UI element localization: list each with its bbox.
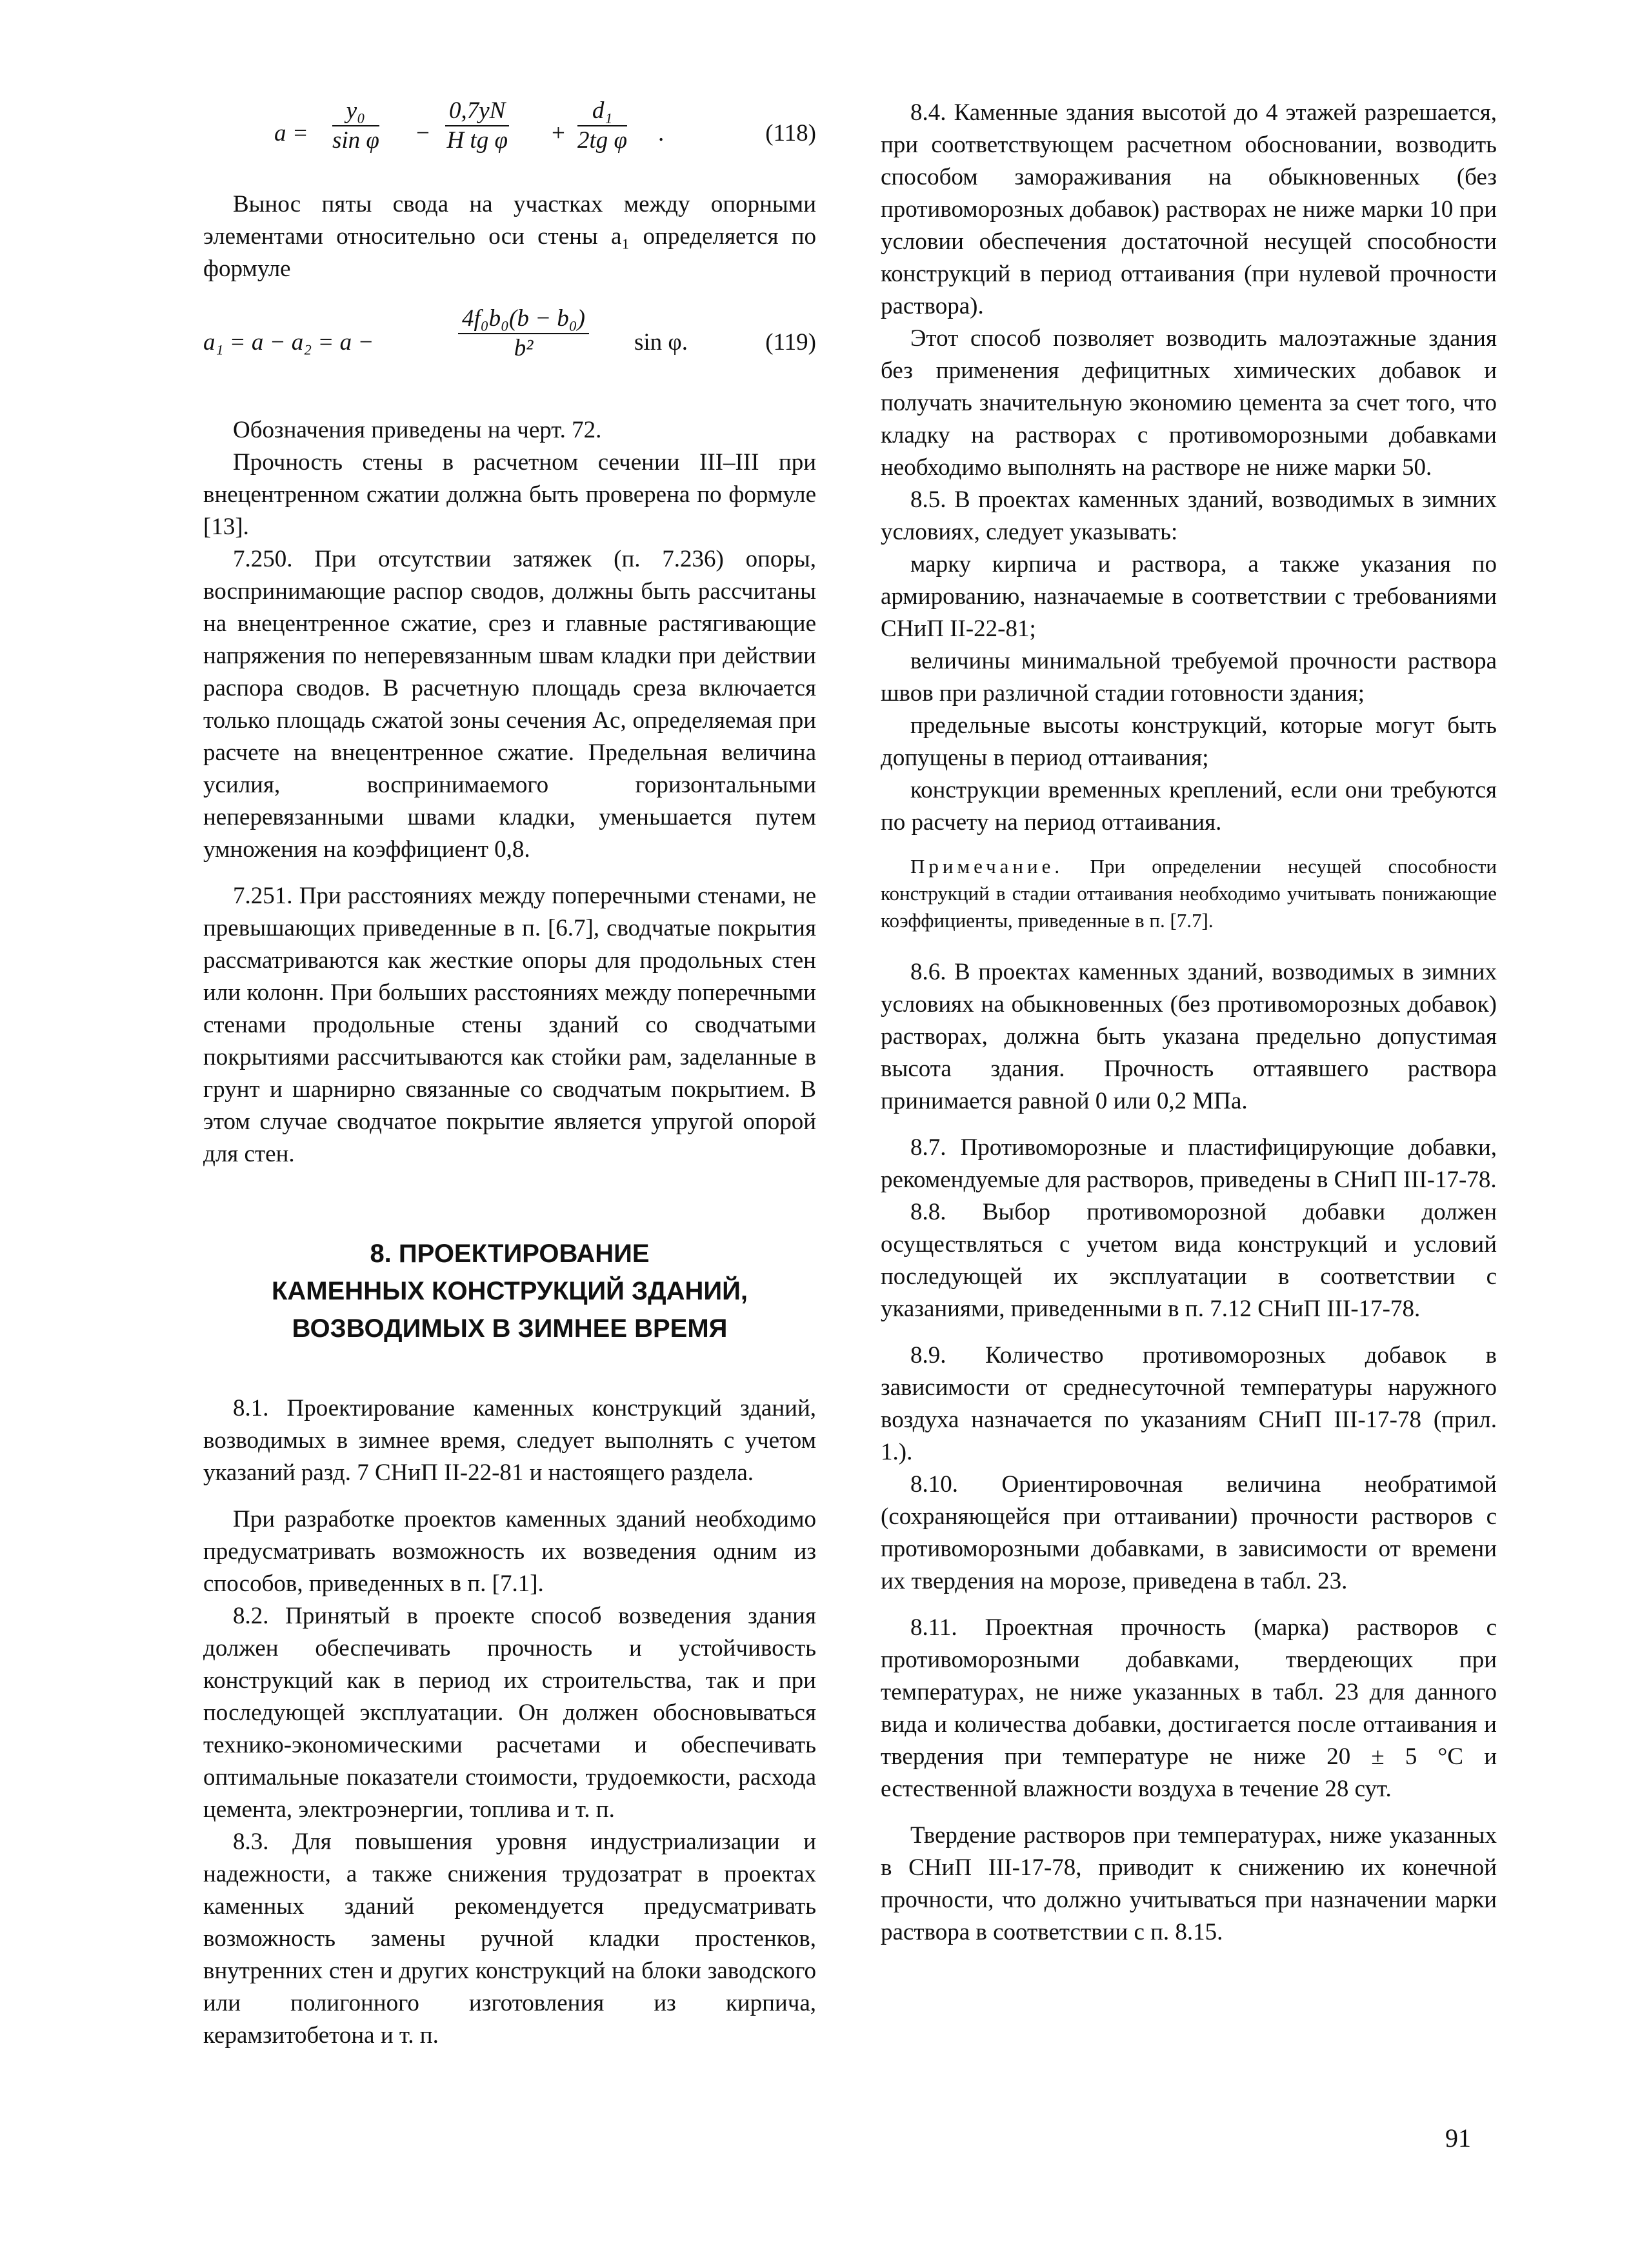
paragraph: 8.3. Для повышения уровня индустриализации и надежности, а также снижения трудозатрат в проектах каменных зданий рекомендуется предусматривать возможность замены ручной кладки простенков, внутренних стен и других конструкций на блоки заводского или полигонного изготовления из кирпича, керамзитобетона и т. п. (203, 1829, 816, 2049)
formula-119: a₁ = a − a₂ = a − $\frac{\text{4f₀b₀(b − b₀)}}{\text{b²}}$ sin φ. (119) (203, 305, 816, 361)
paragraph: 8.4. Каменные здания высотой до 4 этажей разрешается, при соответствующем расчетном обосновании, возводить способом замораживания на обыкновенных (без противоморозных добавок) растворах не ниже марки 10 при условии обеспечения достаточной несущей способности конструкций в период оттаивания (при нулевой прочности раствора). (881, 99, 1497, 319)
fraction: $\frac{\text{y₀}}{\text{sin φ}}$ (332, 97, 379, 154)
paragraph: 8.8. Выбор противоморозной добавки должен осуществляться с учетом вида конструкций и условий последующей их эксплуатации в соответствии с указаниями, приведенными в п. 7.12 СНиП III-17-78. (881, 1199, 1497, 1322)
formula-lhs: a₁ = a − a₂ = a − (203, 329, 374, 356)
left-column (203, 97, 816, 2052)
list-item: конструкции временных креплений, если они требуются по расчету на период оттаивания. (881, 777, 1497, 836)
page-number: 91 (1445, 2123, 1471, 2153)
paragraph: При разработке проектов каменных зданий необходимо предусматривать возможность их возведения одним из способов, приведенных в п. [7.1]. (203, 1506, 816, 1597)
paragraph: 8.7. Противоморозные и пластифицирующие добавки, рекомендуемые для растворов, приведены в СНиП III-17-78. (881, 1134, 1497, 1193)
list-item: величины минимальной требуемой прочности раствора швов при различной стадии готовности здания; (881, 648, 1497, 707)
fraction: $\frac{\text{4f₀b₀(b − b₀)}}{\text{b²}}$ (458, 305, 589, 363)
fraction: $\frac{\text{d₁}}{\text{2tg φ}}$ (577, 97, 627, 154)
formula-118: a = $\frac{\text{y₀}}{\text{sin φ}}$ − $\frac{0,7yN}{\text{H tg φ}}$ + $\frac{\text{d₁}}{\text{2tg φ}}$ . (118) (274, 97, 816, 154)
paragraph: Твердение растворов при температурах, ниже указанных в СНиП III-17-78, приводит к снижению их конечной прочности, что должно учитываться при назначении марки раствора в соответствии с п. 8.15. (881, 1822, 1497, 1945)
paragraph: Вынос пяты свода на участках между опорными элементами относительно оси стены a₁ определяется по формуле (203, 191, 816, 282)
paragraph: 8.1. Проектирование каменных конструкций зданий, возводимых в зимнее время, следует выполнять с учетом указаний разд. 7 СНиП II-22-81 и настоящего раздела. (203, 1395, 816, 1486)
formula-lhs: a = (274, 120, 308, 146)
paragraph: 8.2. Принятый в проекте способ возведения здания должен обеспечивать прочность и устойчивость конструкций как в период их строительства, так и при последующей эксплуатации. Он должен обосновываться технико-экономическими расчетами и обеспечивать оптимальные показатели стоимости, трудоемкости, расхода цемента, электроэнергии, топлива и т. п. (203, 1603, 816, 1823)
fraction: $\frac{0,7yN}{\text{H tg φ}}$ (445, 97, 509, 155)
list-item: марку кирпича и раствора, а также указания по армированию, назначаемые в соответствии с требованиями СНиП II-22-81; (881, 551, 1497, 642)
paragraph: 8.11. Проектная прочность (марка) растворов с противоморозными добавками, твердеющих при температурах, не ниже указанных в табл. 23 для данного вида и количества добавки, достигается после оттаивания и твердения при температуре не ниже 20 ± 5 °C и естественной влажности воздуха в течение 28 сут. (881, 1614, 1497, 1802)
note (881, 853, 1497, 934)
paragraph: Обозначения приведены на черт. 72. (233, 417, 602, 443)
equation-number: (118) (765, 120, 816, 146)
paragraph: Этот способ позволяет возводить малоэтажные здания без применения дефицитных химических добавок и получать значительную экономию цемента за счет того, что кладку на растворах с противоморозными добавками необходимо выполнять на растворе не ниже марки 50. (881, 325, 1497, 481)
paragraph: 8.10. Ориентировочная величина необратимой (сохраняющейся при оттаивании) прочности растворов с противоморозными добавками, в зависимости от времени их твердения на морозе, приведена в табл. 23. (881, 1471, 1497, 1594)
paragraph: 7.251. При расстояниях между поперечными стенами, не превышающих приведенные в п. [6.7], сводчатые покрытия рассматриваются как жесткие опоры для продольных стен или колонн. При больших расстояниях между поперечными стенами продольные стены зданий со сводчатыми покрытиями рассчитываются как стойки рам, заделанные в грунт и шарнирно связанные со сводчатым покрытием. В этом случае сводчатое покрытие является упругой опорой для стен. (203, 883, 816, 1167)
note-text: При определении несущей способности конструкций в стадии оттаивания необходимо учитывать понижающие коэффициенты, приведенные в п. [7.7]. (881, 855, 1497, 932)
paragraph: Прочность стены в расчетном сечении III–III при внецентренном сжатии должна быть проверена по формуле [13]. (203, 449, 816, 540)
paragraph: 8.9. Количество противоморозных добавок в зависимости от среднесуточной температуры наружного воздуха назначается по указаниям СНиП III-17-78 (прил. 1.). (881, 1342, 1497, 1465)
paragraph: 8.6. В проектах каменных зданий, возводимых в зимних условиях на обыкновенных (без противоморозных добавок) растворах, должна быть указана предельно допустимая высота здания. Прочность оттаявшего раствора принимается равной 0 или 0,2 МПа. (881, 959, 1497, 1114)
right-column (881, 97, 1497, 1949)
list-item: предельные высоты конструкций, которые могут быть допущены в период оттаивания; (881, 712, 1497, 771)
paragraph: 7.250. При отсутствии затяжек (п. 7.236) опоры, воспринимающие распор сводов, должны быть рассчитаны на внецентренное сжатие, срез и главные растягивающие напряжения по неперевязанным швам кладки при действии распора сводов. В расчетную площадь среза включается только площадь сжатой зоны сечения Aс, определяемая при расчете на внецентренное сжатие. Предельная величина усилия, воспринимаемого горизонтальными неперевязанными швами кладки, уменьшается путем умножения на коэффициент 0,8. (203, 546, 816, 863)
equation-number: (119) (765, 329, 816, 356)
paragraph: 8.5. В проектах каменных зданий, возводимых в зимних условиях, следует указывать: (881, 487, 1497, 545)
note-label: Примечание. (910, 855, 1064, 878)
section-heading: 8. ПРОЕКТИРОВАНИЕ КАМЕННЫХ КОНСТРУКЦИЙ ЗДАНИЙ, ВОЗВОДИМЫХ В ЗИМНЕЕ ВРЕМЯ (272, 1239, 748, 1343)
